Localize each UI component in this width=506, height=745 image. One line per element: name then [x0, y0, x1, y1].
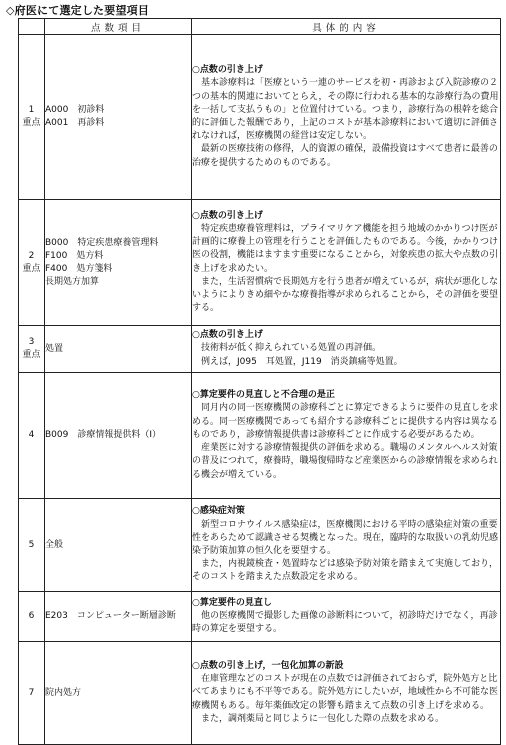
content-paragraph: 最新の医療技術の修得，人的資源の確保，設備投資はすべて患者に最善の治療を提供するためのものである。 — [192, 144, 498, 168]
content-cell — [192, 642, 501, 745]
content-subheading: ○感染症対策 — [192, 506, 245, 517]
content-subheading: ○点数の引き上げ — [192, 330, 263, 341]
item-label: 全般 — [45, 539, 64, 550]
content-subheading: ○点数の引き上げ，一包化加算の新設 — [192, 660, 344, 671]
content-cell — [192, 200, 501, 326]
table-row — [19, 35, 501, 200]
content-paragraph: 新型コロナウイルス感染症は，医療機関における平時の感染症対策の重要性をあらためて認識させる契機となった。現在，臨時的な取扱いの乳幼児感染予防策加算の恒久化を要望する。 — [192, 519, 499, 556]
content-paragraph: 基本診療料は「医療という一連のサービスを初・再診および入院診療の２つの基本的関連においてとらえ，その際に行われる基本的な診療行為の費用を一括して支払うもの」と位置付けている。つまり，診療行為の根幹を総合的に評価した報酬であり，上記のコストが基本診療料において適切に評価されなければ，医療機関の経営は安定しない。 — [192, 78, 499, 142]
page-title: ◇府医にて選定した要望項目 — [6, 4, 150, 17]
content-paragraph: 特定疾患療養管理料は，プライマリケア機能を担う地域のかかりつけ医が計画的に療養上の管理を行うことを評価したものである。今後，かかりつけ医の役割，機能はますます重要になることから，対象疾患の拡大や点数の引き上げを求めたい。 — [192, 223, 499, 274]
table-row — [19, 326, 501, 373]
content-paragraph: また，内視鏡検査・処置時などは感染予防対策を踏まえて実施しており，そのコストを踏まえた点数設定を求める。 — [192, 559, 499, 583]
item-cell — [45, 200, 192, 326]
table-row — [19, 200, 501, 326]
table-row — [19, 373, 501, 499]
item-label: 処置 — [45, 343, 64, 354]
table-header-row — [19, 19, 501, 35]
header-item: 点数項目 — [45, 19, 192, 35]
request-items-table — [18, 18, 501, 745]
content-cell — [192, 499, 501, 592]
content-paragraph: 同月内の同一医療機関の診療科ごとに算定できるように要件の見直しを求める。同一医療機関であっても紹介する診療科ごとに提供する内容は異なるものであり，診療情報提供書は診療科ごとに作成する必要があるため。 — [192, 403, 499, 440]
header-number — [19, 19, 45, 35]
content-paragraph: また，調剤薬局と同じように一包化した際の点数を求める。 — [201, 713, 445, 724]
content-cell — [192, 373, 501, 499]
content-paragraph: 技術料が低く抑えられている処置の再評価。 — [201, 343, 382, 354]
item-cell — [45, 499, 192, 592]
row-number: 3 — [28, 337, 35, 347]
item-label: B000 特定疾患療養管理料 — [45, 237, 159, 248]
priority-tag: 重点 — [22, 263, 41, 274]
row-number-cell — [19, 642, 45, 745]
item-cell — [45, 35, 192, 200]
row-number: 4 — [28, 430, 35, 440]
item-cell — [45, 642, 192, 745]
row-number: 6 — [28, 611, 35, 621]
table-row — [19, 642, 501, 745]
content-paragraph: 在庫管理などのコストが現在の点数では評価されておらず，院外処方と比べてあまりにも不平等である。院外処方にしたいが，地域性から不可能な医療機関もある。毎年薬価改定の影響も踏まえて点数の引き上げを求める。 — [192, 674, 499, 711]
row-number-cell — [19, 200, 45, 326]
content-paragraph: 例えば，J095 耳処置，J119 消炎鎮痛等処置。 — [201, 356, 403, 367]
item-label: 長期処方加算 — [45, 276, 100, 287]
item-label: F400 処方箋料 — [45, 263, 113, 274]
content-paragraph: 産業医に対する診療情報提供の評価を求める。職場のメンタルヘルス対策の普及につれて，療養時，職場復帰時など産業医からの診療情報を求められる機会が増えている。 — [192, 443, 498, 480]
item-label: 院内処方 — [45, 687, 82, 698]
item-label: E203 コンピューター断層診断 — [45, 611, 176, 621]
content-paragraph: 他の医療機関で撮影した画像の診断料について，初診時だけでなく，再診時の算定を要望する。 — [192, 610, 498, 635]
row-number: 1 — [28, 105, 35, 115]
row-number-cell — [19, 373, 45, 499]
item-label: B009 診療情報提供料（Ⅰ） — [45, 430, 162, 440]
priority-tag: 重点 — [22, 350, 41, 360]
item-cell — [45, 592, 192, 642]
content-paragraph: また，生活習慣病で長期処方を行う患者が増えているが，病状が悪化しないようによりきめ細やかな療養指導が求められることから，その評価を要望する。 — [192, 276, 499, 314]
row-number: 5 — [28, 539, 35, 550]
table-row — [19, 592, 501, 642]
content-subheading: ○算定要件の見直しと不合理の是正 — [192, 390, 335, 401]
content-cell — [192, 326, 501, 373]
row-number-cell — [19, 592, 45, 642]
content-subheading: ○算定要件の見直し — [192, 597, 272, 608]
content-cell — [192, 592, 501, 642]
row-number: 7 — [28, 687, 35, 698]
row-number: 2 — [28, 250, 35, 261]
item-label: A000 初診料 — [45, 105, 105, 115]
priority-tag: 重点 — [22, 118, 41, 128]
item-label: A001 再診料 — [45, 118, 105, 128]
content-cell — [192, 35, 501, 200]
row-number-cell — [19, 499, 45, 592]
row-number-cell — [19, 326, 45, 373]
item-cell — [45, 373, 192, 499]
header-content: 具体的内容 — [192, 19, 501, 35]
item-label: F100 処方料 — [45, 250, 104, 261]
content-subheading: ○点数の引き上げ — [192, 65, 263, 76]
content-subheading: ○点数の引き上げ — [192, 210, 263, 221]
row-number-cell — [19, 35, 45, 200]
item-cell — [45, 326, 192, 373]
table-row — [19, 499, 501, 592]
